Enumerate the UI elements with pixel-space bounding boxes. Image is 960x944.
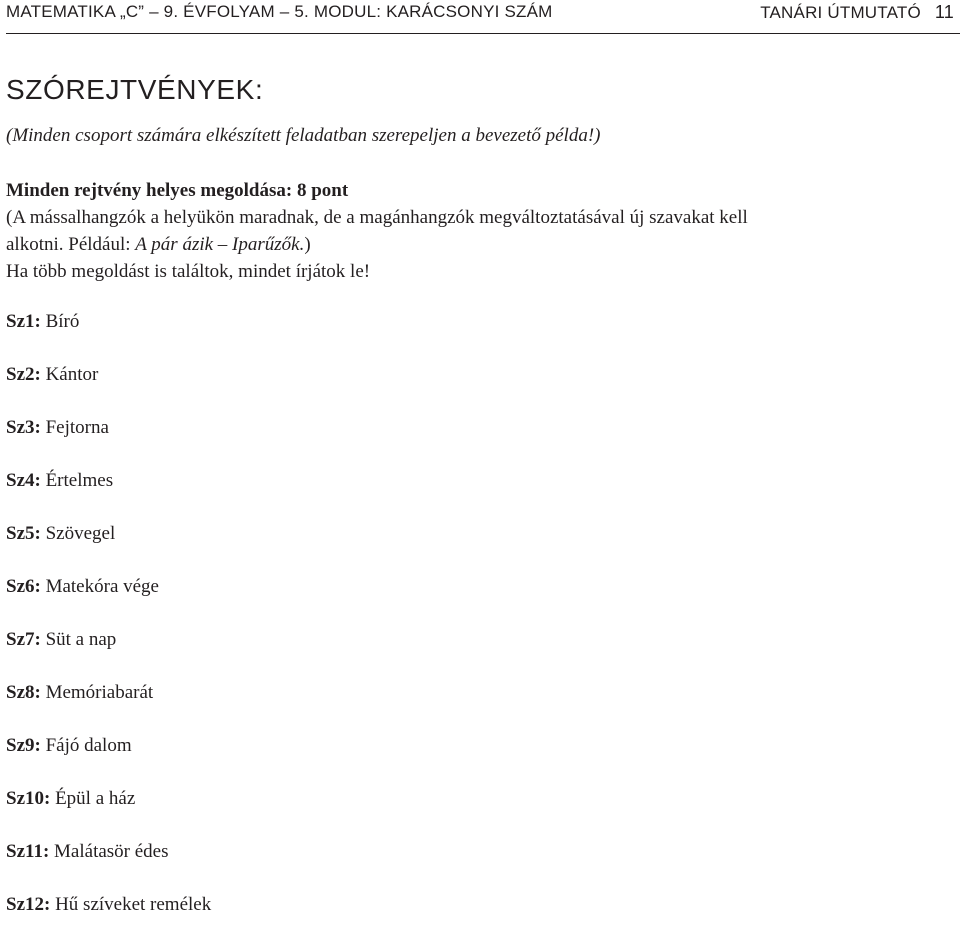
instruction-line-4: Ha több megoldást is találtok, mindet írjátok le! — [6, 261, 371, 282]
page-number: 11 — [934, 2, 954, 22]
answer-label: Sz4: — [6, 470, 41, 491]
answer-item — [6, 891, 211, 944]
answer-text: Süt a nap — [45, 629, 117, 650]
answer-text: Szövegel — [45, 523, 116, 544]
header-left-text: MATEMATIKA „C” – 9. ÉVFOLYAM – 5. MODUL: KARÁCSONYI SZÁM — [6, 2, 553, 21]
answer-text: Bíró — [45, 311, 80, 332]
answer-label: Sz10: — [6, 788, 51, 809]
answer-text: Malátasör édes — [54, 841, 169, 862]
scoring-line: Minden rejtvény helyes megoldása: 8 pont — [6, 180, 349, 201]
header-right-text: TANÁRI ÚTMUTATÓ — [760, 3, 921, 22]
answer-text: Épül a ház — [55, 788, 136, 809]
answer-item — [6, 520, 211, 573]
instruction-line-3-start: alkotni. Például: — [6, 234, 136, 255]
answer-label: Sz9: — [6, 735, 41, 756]
running-header — [6, 2, 954, 28]
answer-text: Hű szíveket remélek — [55, 894, 212, 915]
answer-item — [6, 838, 211, 891]
answer-item — [6, 626, 211, 679]
answer-text: Memóriabarát — [45, 682, 154, 703]
answer-item — [6, 573, 211, 626]
answer-item — [6, 467, 211, 520]
answer-text: Matekóra vége — [45, 576, 159, 597]
answer-item — [6, 414, 211, 467]
answer-label: Sz1: — [6, 311, 41, 332]
section-title: SZÓREJTVÉNYEK: — [6, 74, 264, 105]
answer-item — [6, 308, 211, 361]
example-text: A pár ázik – Iparűzők. — [135, 234, 305, 255]
answer-text: Értelmes — [45, 470, 114, 491]
answer-label: Sz3: — [6, 417, 41, 438]
answer-item — [6, 361, 211, 414]
answer-label: Sz11: — [6, 841, 50, 862]
answer-list — [6, 308, 211, 944]
answer-item — [6, 679, 211, 732]
answer-label: Sz2: — [6, 364, 41, 385]
answer-label: Sz8: — [6, 682, 41, 703]
answer-text: Kántor — [45, 364, 99, 385]
answer-text: Fájó dalom — [45, 735, 132, 756]
header-rule — [6, 33, 960, 34]
answer-label: Sz6: — [6, 576, 41, 597]
answer-label: Sz12: — [6, 894, 51, 915]
instruction-line-3 — [6, 231, 954, 258]
answer-item — [6, 732, 211, 785]
answer-label: Sz5: — [6, 523, 41, 544]
answer-item — [6, 785, 211, 838]
instruction-line-2: (A mássalhangzók a helyükön maradnak, de a magánhangzók megváltoztatásával új szavakat kell — [6, 207, 748, 228]
answer-label: Sz7: — [6, 629, 41, 650]
header-right — [760, 2, 954, 23]
section-subtitle: (Minden csoport számára elkészített feladatban szerepeljen a bevezető példa!) — [6, 125, 601, 146]
scoring-instructions — [6, 177, 954, 285]
instruction-line-3-end: ) — [304, 234, 311, 255]
answer-text: Fejtorna — [45, 417, 109, 438]
